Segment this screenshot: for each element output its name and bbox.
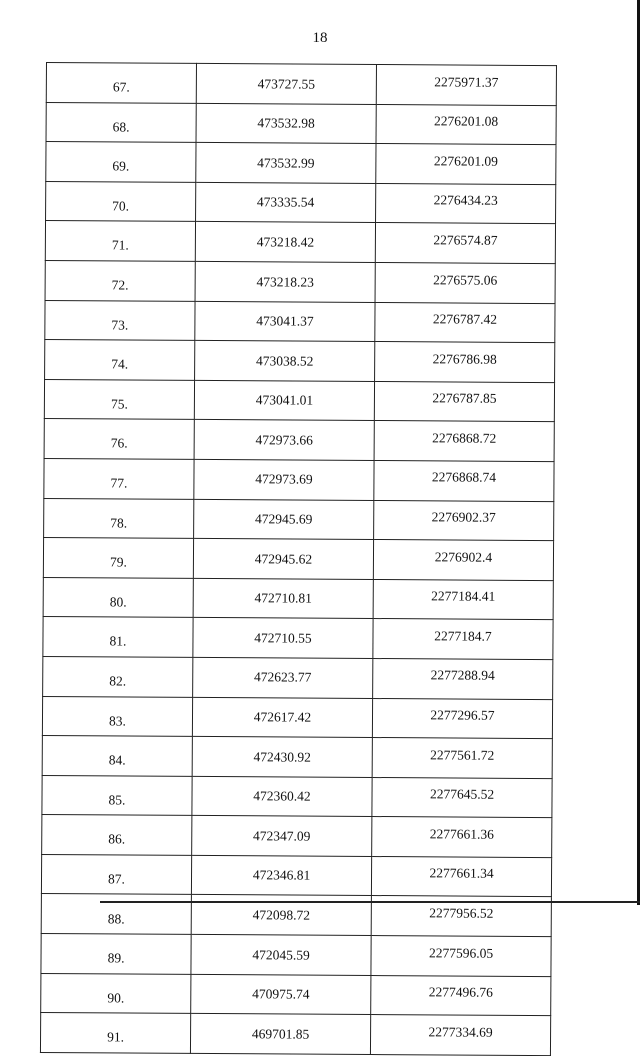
coordinates-table — [40, 62, 557, 1056]
y-coordinate-cell: 2276201.08 — [376, 104, 556, 145]
x-coordinate-cell: 472098.72 — [191, 895, 371, 936]
table-row — [42, 775, 552, 818]
point-number-cell: 83. — [42, 696, 192, 737]
x-coordinate-cell: 472945.62 — [193, 539, 373, 580]
y-coordinate-cell: 2276868.74 — [374, 460, 554, 501]
x-coordinate-cell: 472973.69 — [194, 459, 374, 500]
point-number-cell: 76. — [44, 419, 194, 460]
x-coordinate-cell: 473532.99 — [196, 143, 376, 184]
table-row — [41, 854, 551, 897]
x-coordinate-cell: 472430.92 — [192, 737, 372, 778]
point-number-cell: 71. — [45, 221, 195, 262]
x-coordinate-cell: 472617.42 — [192, 697, 372, 738]
x-coordinate-cell: 472360.42 — [192, 776, 372, 817]
point-number-cell: 89. — [41, 934, 191, 975]
x-coordinate-cell: 469701.85 — [190, 1014, 370, 1055]
table-row — [42, 815, 552, 858]
x-coordinate-cell: 473532.98 — [196, 103, 376, 144]
x-coordinate-cell: 473335.54 — [196, 182, 376, 223]
x-coordinate-cell: 470975.74 — [191, 974, 371, 1015]
table-row — [41, 973, 551, 1016]
table-row — [44, 498, 554, 541]
scan-edge-bottom — [100, 901, 640, 903]
point-number-cell: 77. — [44, 458, 194, 499]
x-coordinate-cell: 472623.77 — [193, 657, 373, 698]
point-number-cell: 91. — [40, 1013, 190, 1054]
table-row — [46, 181, 556, 224]
y-coordinate-cell: 2277288.94 — [373, 658, 553, 699]
point-number-cell: 73. — [45, 300, 195, 341]
point-number-cell: 86. — [42, 815, 192, 856]
y-coordinate-cell: 2276787.42 — [375, 302, 555, 343]
point-number-cell: 82. — [43, 656, 193, 697]
point-number-cell: 67. — [46, 63, 196, 104]
point-number-cell: 84. — [42, 736, 192, 777]
y-coordinate-cell: 2277184.41 — [373, 579, 553, 620]
x-coordinate-cell: 472346.81 — [191, 855, 371, 896]
table-row — [46, 63, 556, 106]
point-number-cell: 75. — [44, 379, 194, 420]
table-row — [40, 1013, 550, 1056]
point-number-cell: 70. — [46, 181, 196, 222]
y-coordinate-cell: 2275971.37 — [376, 65, 556, 106]
table-row — [42, 736, 552, 779]
y-coordinate-cell: 2276902.4 — [373, 540, 553, 581]
y-coordinate-cell: 2277184.7 — [373, 619, 553, 660]
y-coordinate-cell: 2277334.69 — [370, 1015, 550, 1056]
x-coordinate-cell: 473038.52 — [195, 341, 375, 382]
x-coordinate-cell: 472045.59 — [191, 934, 371, 975]
y-coordinate-cell: 2277496.76 — [371, 975, 551, 1016]
table-row — [44, 458, 554, 501]
page-number: 18 — [312, 30, 328, 46]
point-number-cell: 74. — [45, 340, 195, 381]
y-coordinate-cell: 2277561.72 — [372, 738, 552, 779]
table-row — [46, 142, 556, 185]
table-row — [43, 656, 553, 699]
table-row — [42, 696, 552, 739]
y-coordinate-cell: 2277296.57 — [372, 698, 552, 739]
point-number-cell: 69. — [46, 142, 196, 183]
point-number-cell: 79. — [43, 538, 193, 579]
x-coordinate-cell: 472710.81 — [193, 578, 373, 619]
x-coordinate-cell: 472710.55 — [193, 618, 373, 659]
x-coordinate-cell: 472347.09 — [192, 816, 372, 857]
x-coordinate-cell: 472973.66 — [194, 420, 374, 461]
y-coordinate-cell: 2276434.23 — [376, 183, 556, 224]
point-number-cell: 88. — [41, 894, 191, 935]
table-row — [45, 260, 555, 303]
table-row — [43, 617, 553, 660]
point-number-cell: 72. — [45, 260, 195, 301]
table-row — [45, 221, 555, 264]
x-coordinate-cell: 473041.01 — [194, 380, 374, 421]
x-coordinate-cell: 473218.23 — [195, 261, 375, 302]
point-number-cell: 87. — [41, 854, 191, 895]
x-coordinate-cell: 472945.69 — [194, 499, 374, 540]
table-row — [46, 102, 556, 145]
y-coordinate-cell: 2276868.72 — [374, 421, 554, 462]
point-number-cell: 80. — [43, 577, 193, 618]
y-coordinate-cell: 2277645.52 — [372, 777, 552, 818]
point-number-cell: 85. — [42, 775, 192, 816]
table-row — [44, 419, 554, 462]
y-coordinate-cell: 2276786.98 — [375, 342, 555, 383]
table-row — [44, 379, 554, 422]
x-coordinate-cell: 473218.42 — [195, 222, 375, 263]
table-row — [45, 300, 555, 343]
table-row — [41, 934, 551, 977]
y-coordinate-cell: 2277596.05 — [371, 936, 551, 977]
point-number-cell: 90. — [41, 973, 191, 1014]
y-coordinate-cell: 2277956.52 — [371, 896, 551, 937]
y-coordinate-cell: 2276201.09 — [376, 144, 556, 185]
x-coordinate-cell: 473727.55 — [196, 63, 376, 104]
y-coordinate-cell: 2276575.06 — [375, 262, 555, 303]
point-number-cell: 78. — [44, 498, 194, 539]
y-coordinate-cell: 2277661.34 — [371, 856, 551, 897]
table-row — [43, 538, 553, 581]
point-number-cell: 81. — [43, 617, 193, 658]
coordinates-table-body — [40, 63, 556, 1056]
y-coordinate-cell: 2276574.87 — [375, 223, 555, 264]
y-coordinate-cell: 2276902.37 — [374, 500, 554, 541]
table-row — [45, 340, 555, 383]
table-row — [43, 577, 553, 620]
point-number-cell: 68. — [46, 102, 196, 143]
y-coordinate-cell: 2277661.36 — [372, 817, 552, 858]
x-coordinate-cell: 473041.37 — [195, 301, 375, 342]
y-coordinate-cell: 2276787.85 — [374, 381, 554, 422]
